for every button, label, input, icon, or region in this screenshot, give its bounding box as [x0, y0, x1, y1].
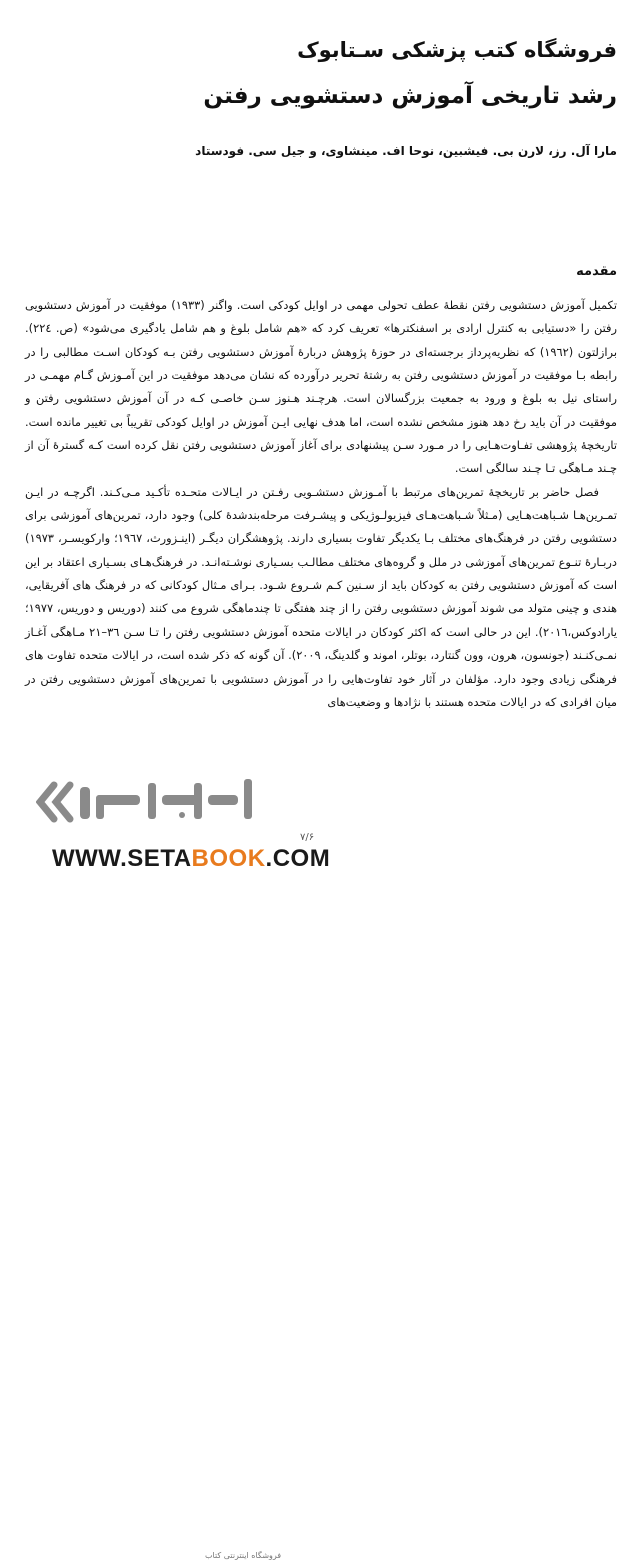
url-prefix: WWW.SETA [52, 845, 192, 872]
url-suffix: .COM [265, 845, 331, 872]
paragraph: تکمیل آموزش دستشویی رفتن نقطهٔ عطف تحولی مهمی در اوایل کودکی است. واگنر (۱۹۳۳) موفقیت در آموزش دستشویی رفتن را «دستیابی به کنترل ارادی بر اسفنکترها» تعریف کرد که «هم شامل بلوغ و هم شامل یادگیری می‌شود» (ص. ۲۲٤). برازلتون (۱۹٦۲) که نظریه‌پرداز برجسته‌ای در حوزهٔ پژوهش دربارهٔ آموزش دستشویی رفتن بـه کودکان اسـت مطالبی را در رابطه بـا موفقیت در آموزش دستشویی رفتن به رشتهٔ تحریر درآورده که نشان می‌دهد موفقیت در این آمـوزش گـام مهمـی در راستای نیل به بلوغ و ورود به جمعیت بزرگسالان است. هرچـند هـنوز سـن خاصـی کـه در آن آموزش دستشویی رفتن و موفقیت در آن باید رخ دهد هنوز مشخص نشده است، اما هدف نهایی ایـن آموزش در اوایل کودکی تقریباً بی تغییر مانده است. تاریخچهٔ پژوهشی تفـاوت‌هـایی را در مـورد سـن پیشنهادی برای آغاز آموزش دستشویی رفتن نقل کرده است کـه گسترهٔ آن از چـند مـاهگی تـا چـند سالگی است. [25, 298, 618, 476]
watermark-subtitle: فروشگاه اینترنتی کتاب [205, 1551, 282, 1560]
url-accent: BOOK [191, 845, 266, 872]
store-title: فروشگاه کتب پزشکی سـتابوک [297, 38, 617, 62]
body-text [25, 294, 617, 714]
setabook-logo-icon [36, 773, 286, 831]
page-number: ۷/۶ [300, 832, 315, 843]
section-heading: مقدمه [576, 264, 617, 279]
watermark-url [52, 845, 330, 873]
authors-line: مارا آل. رز، لارن بی. فیشبین، نوحا اف. مینشاوی، و جیل سی. فودستاد [195, 144, 617, 158]
paragraph: فصل حاضر بر تاریخچهٔ تمرین‌های مرتبط با آمـوزش دستشـویی رفـتن در ایـالات متحـده تأکـید مـی‌کـند. اگرچـه در ایـن تمـرین‌هـا شـباهت‌هـایی (مـثلاً شـباهت‌هـای فیزیولـوژیکی و پیشـرفت مرحله‌بندشدهٔ کلی) وجود دارد، تمرین‌های آموزشی برای دستشویی رفتن در فرهنگ‌های مختلف بـا یکدیگر تفاوت بسیاری دارند. پژوهشگران دیگـر (اینـزورث، ۱۹٦۷؛ وارکویسـر، ۱۹۷۳) دربـارهٔ تنـوع تمرین‌های آموزشی در ملل و گروه‌های مختلف مطالـب بسـیاری نوشـته‌انـد. در فرهنگ‌هـای بسـیاری اعتقاد بر این است که آموزش دستشویی رفتن به کودکان باید از سـنین کـم شـروع شـود. بـرای مـثال کودکانی که در فرهنگ های آفریقایی، هندی و چینی متولد می شوند آموزش دستشویی رفتن را از چند هفتگی تا چندماهگی شروع می کنند (دوریس و دوریس، ۱۹۷۷؛ یارادوکس،۲۰۱٦). این در حالی است که اکثر کودکان در ایالات متحده آموزش دستشویی رفتن را تـا سـن ۳٦–۲۱ مـاهگی آغـاز نمـی‌کنـند (جونسون، هرون، وون گنتارد، بوتلر، اموند و گلدینگ، ۲۰۰۹). آن گونه که ذکر شده است، در ایالات متحده تفاوت های فرهنگی زیادی وجود دارد. مؤلفان در آثار خود تفاوت‌هایی را در آموزش دستشویی با تمرین‌های آموزش دستشویی رفتن در میان افرادی که در ایالات متحده هستند با نژادها و وضعیت‌های [25, 484, 617, 709]
chapter-title: رشد تاریخی آموزش دستشویی رفتن [203, 83, 617, 109]
